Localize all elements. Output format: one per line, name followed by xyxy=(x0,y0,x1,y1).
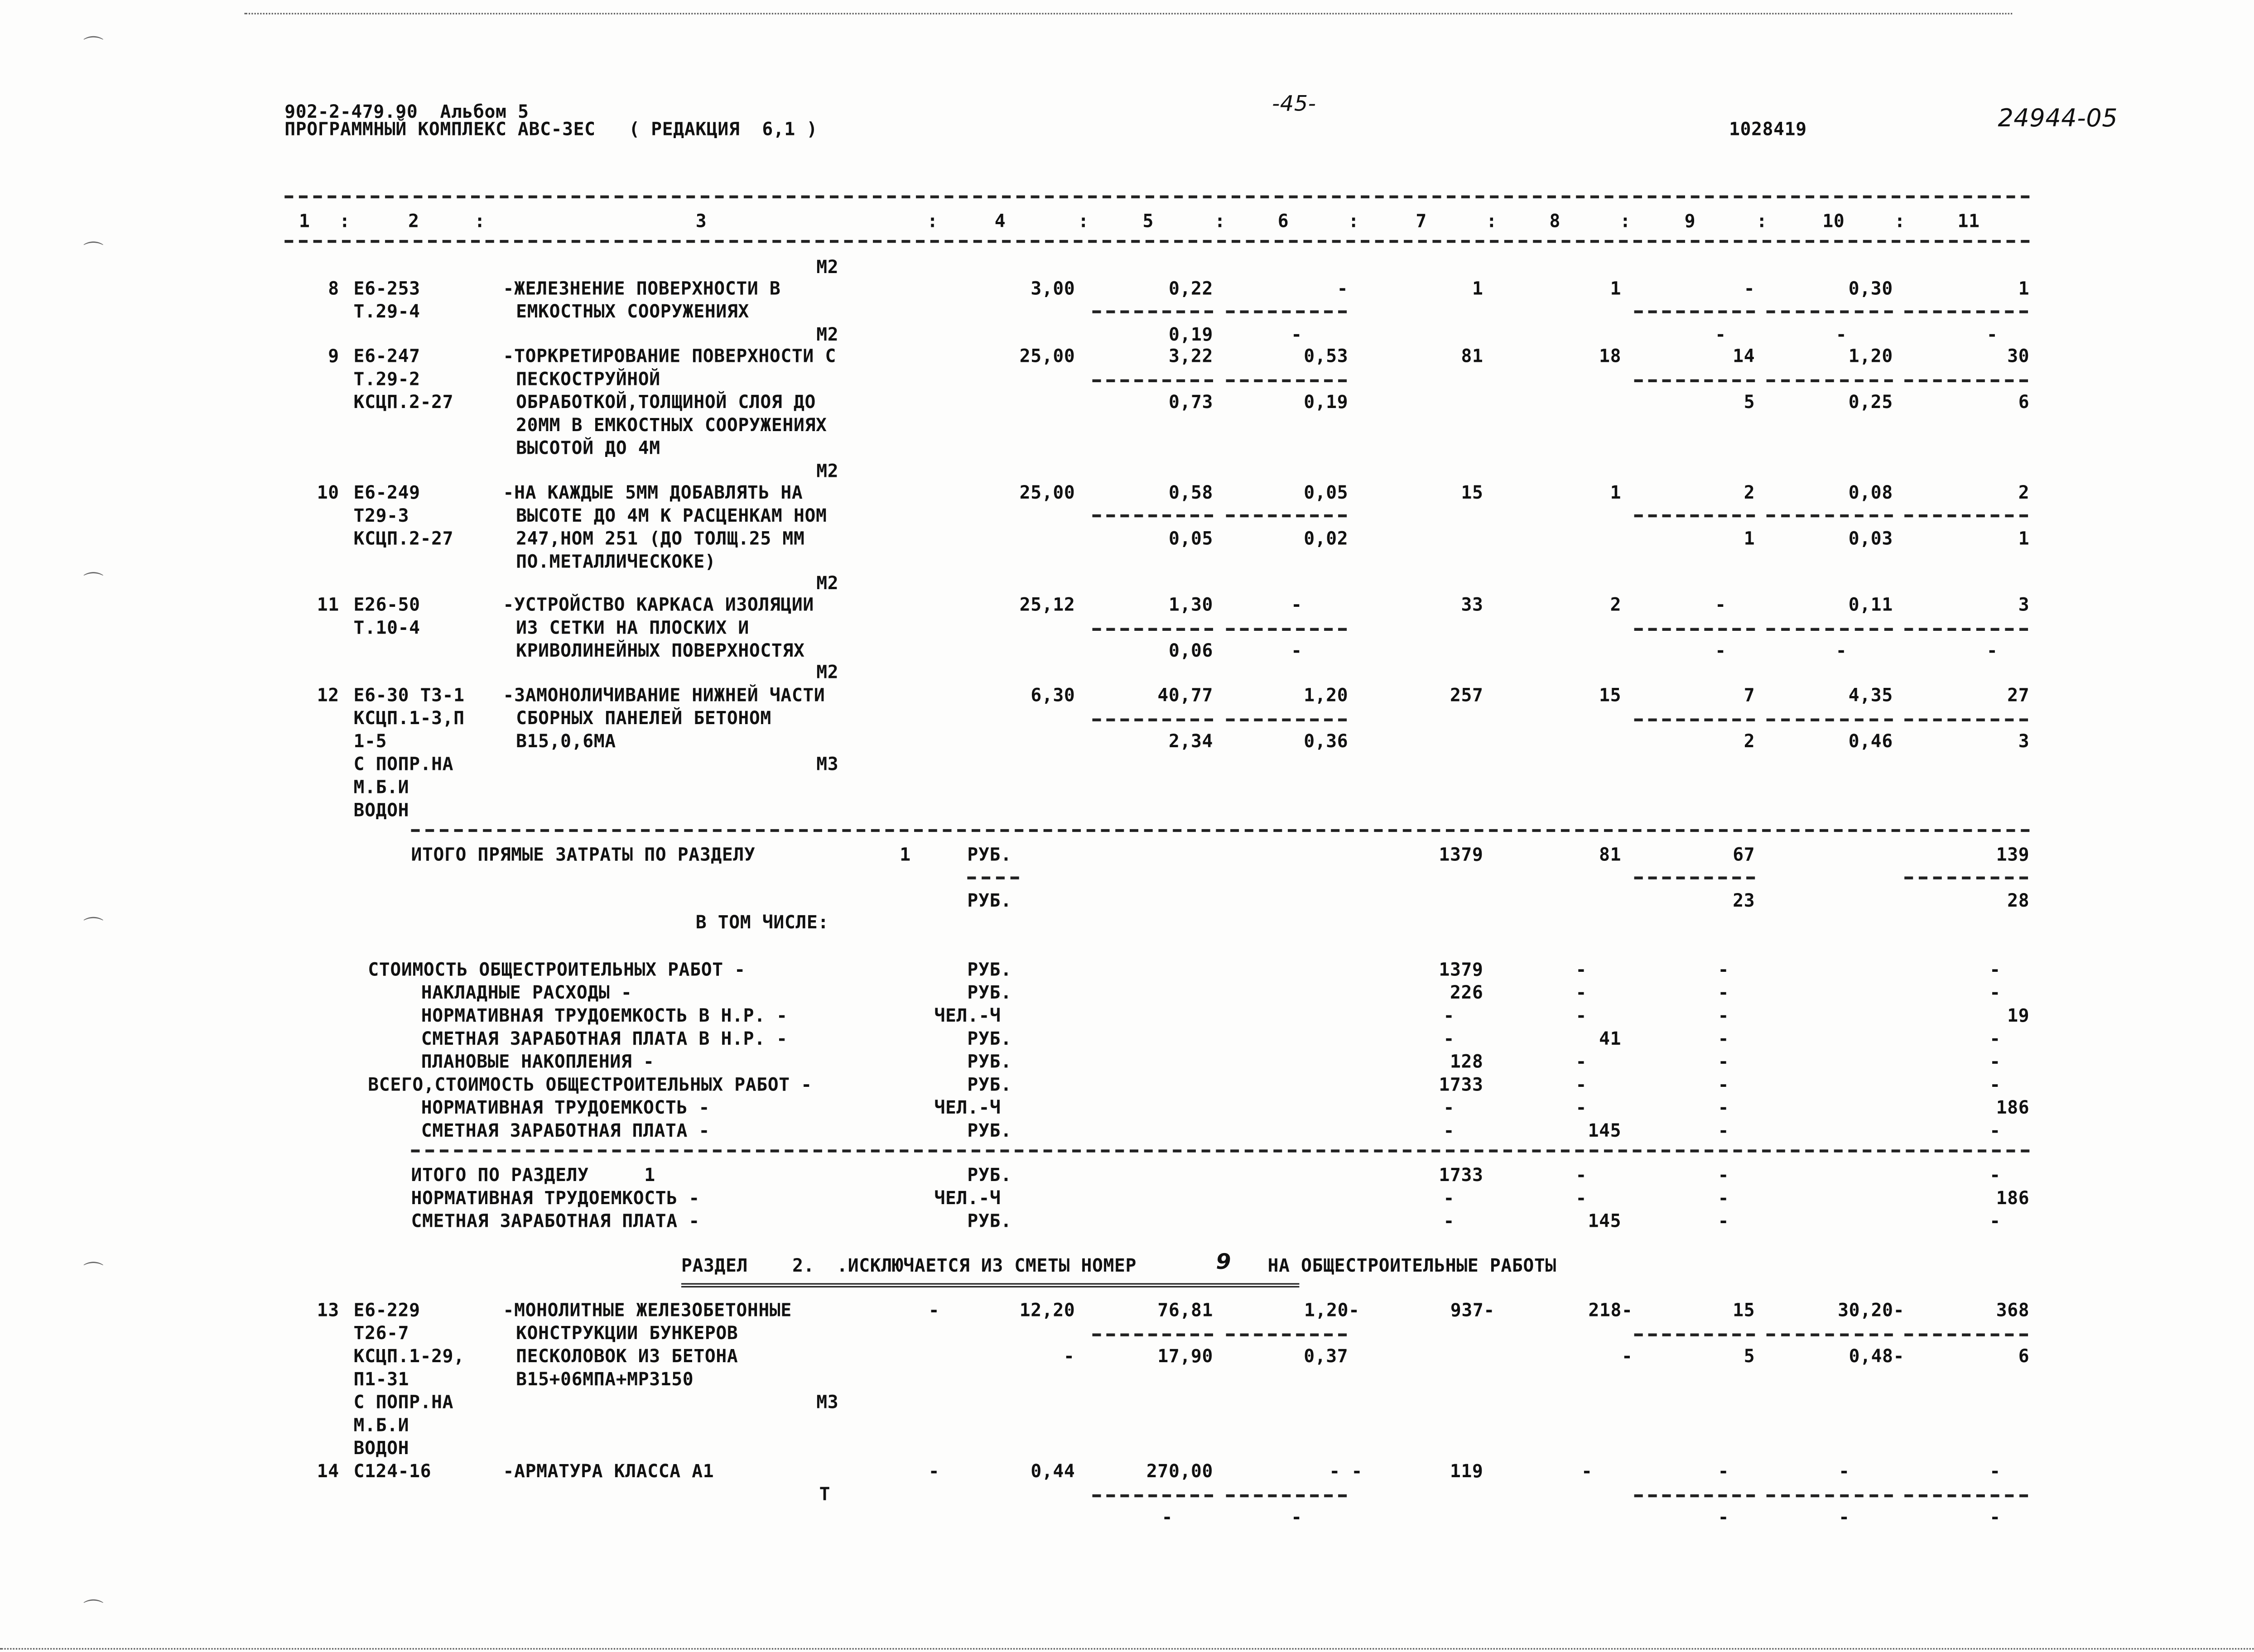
doc-code: 902-2-479.90 Альбом 5 xyxy=(284,101,529,122)
rule xyxy=(411,1149,2029,1152)
binding-hole-mark: ⌒ xyxy=(83,1261,104,1285)
col-7: 7 xyxy=(1416,210,1427,231)
col-2: 2 xyxy=(408,210,419,231)
col-5: 5 xyxy=(1142,210,1154,231)
row-number: 14 xyxy=(317,1460,339,1482)
handwritten-number: 9 xyxy=(1216,1249,1232,1275)
unit-label: М3 xyxy=(816,753,839,775)
unit-label: М2 xyxy=(816,460,839,481)
scan-edge-top xyxy=(244,13,2012,14)
scanned-document-page: ⌒ ⌒ ⌒ ⌒ ⌒ ⌒ 902-2-479.90 Альбом 5 ПРОГРАММНЫЙ КОМПЛЕКС АВС-3ЕС ( РЕДАКЦИЯ 6,1 ) -45- 1028419 24944-05 1 : 2 : 3 : 4 : 5 : 6 : 7 : 8 : 9 : 10 : 11 М2 8 Е6-253 Т.29-4 -ЖЕЛЕЗНЕНИЕ ПОВЕРХНОСТИ В ЕМКОСТНЫХ СООРУЖЕНИЯХ 3,00 0,22 - 1 1 - 0,30 1 М2 0,19 - - - - 9 Е6-247 Т.29-2 КСЦП.2-27 -ТОРКРЕТИРОВАНИЕ ПОВЕРХНОСТИ С ПЕСКОСТРУЙНОЙ ОБРАБОТКОЙ,ТОЛЩИНОЙ СЛОЯ ДО 20ММ В ЕМКОСТНЫХ СООРУЖЕНИЯХ ВЫСОТОЙ ДО 4М 25,00 3,22 0,53 81 18 14 1,20 30 0,73 0,19 5 0,25 6 М2 10 Е6-249 Т29-3 КСЦП.2-27 -НА КАЖДЫЕ 5ММ ДОБАВЛЯТЬ НА ВЫСОТЕ ДО 4М К РАСЦЕНКАМ НОМ 247,НОМ 251 (ДО ТОЛЩ.25 ММ ПО.МЕТАЛЛИЧЕСКОКЕ) 25,00 0,58 0,05 15 1 2 0,08 2 0,05 0,02 1 0,03 1 М2 11 Е26-50 Т.10-4 -УСТРОЙСТВО КАРКАСА ИЗОЛЯЦИИ ИЗ СЕТКИ НА ПЛОСКИХ И КРИВОЛИНЕЙНЫХ ПОВЕРХНОСТЯХ 25,12 1,30 - 33 2 - 0,11 3 0,06 - - - - М2 12 Е6-30 Т3-1 КСЦП.1-3,П 1-5 С ПОПР.НА М.Б.И ВОДОН -ЗАМОНОЛИЧИВАНИЕ НИЖНЕЙ ЧАСТИ СБОРНЫХ ПАНЕЛЕЙ БЕТОНОМ В15,0,6МА М3 6,30 40,77 1,20 257 15 7 4,35 27 2,34 0,36 2 0,46 3 ИТОГО ПРЯМЫЕ ЗАТРАТЫ ПО РАЗДЕЛУ 1 РУБ. РУБ. 1379 81 67 139 23 28 В ТОМ ЧИСЛЕ: СТОИМОСТЬ ОБЩЕСТРОИТЕЛЬНЫХ РАБОТ - РУБ. 1379 - - - НАКЛАДНЫЕ РАСХОДЫ - РУБ. 226 - - - НОРМАТИВНАЯ ТРУДОЕМКОСТЬ В Н.Р. - ЧЕЛ.-Ч - - - 19 СМЕТНАЯ ЗАРАБОТНАЯ ПЛАТА В Н.Р. - РУБ. - 41 - - ПЛАНОВЫЕ НАКОПЛЕНИЯ - РУБ. 128 - - - ВСЕГО,СТОИМОСТЬ ОБЩЕСТРОИТЕЛЬНЫХ РАБОТ - РУБ. 1733 - - - НОРМАТИВНАЯ ТРУДОЕМКОСТЬ - ЧЕЛ.-Ч - - - 186 СМЕТНАЯ ЗАРАБОТНАЯ ПЛАТА - РУБ. - 145 - - ИТОГО ПО РАЗДЕЛУ 1 РУБ. 1733 - - - НОРМАТИВНАЯ ТРУДОЕМКОСТЬ - ЧЕЛ.-Ч - - - 186 СМЕТНАЯ ЗАРАБОТНАЯ ПЛАТА - РУБ. - 145 - - РАЗДЕЛ 2. .ИСКЛЮЧАЕТСЯ ИЗ СМЕТЫ НОМЕР 9 НА ОБЩЕСТРОИТЕЛЬНЫЕ РАБОТЫ 13 Е6-229 Т26-7 КСЦП.1-29, П1-31 С ПОПР.НА М.Б.И ВОДОН -МОНОЛИТНЫЕ ЖЕЛЕЗОБЕТОННЫЕ КОНСТРУКЦИИ БУНКЕРОВ ПЕСКОЛОВОК ИЗ БЕТОНА В15+06МПА+МР3150 М3 - 12,20 76,81 1,20- 937- 218- 15 30,20- 368 - 17,90 0,37 - 5 0,48- 6 14 С124-16 -АРМАТУРА КЛАССА А1 Т - 0,44 270,00 - - 119 - - - - - - - - - xyxy=(0,0,2254,1652)
row-number: 11 xyxy=(317,593,339,615)
col-8: 8 xyxy=(1549,210,1561,231)
binding-hole-mark: ⌒ xyxy=(83,36,104,59)
col-4: 4 xyxy=(994,210,1006,231)
rule xyxy=(284,196,2029,198)
rule xyxy=(284,240,2029,243)
row-number: 13 xyxy=(317,1299,339,1321)
binding-hole-mark: ⌒ xyxy=(83,1599,104,1623)
col-9: 9 xyxy=(1684,210,1696,231)
col-6: 6 xyxy=(1277,210,1289,231)
rule xyxy=(411,829,2029,832)
col-11: 11 xyxy=(1957,210,1980,231)
row-number: 9 xyxy=(328,345,339,367)
col-3: 3 xyxy=(695,210,707,231)
unit-label: М3 xyxy=(816,1391,839,1413)
scan-edge-bottom xyxy=(0,1648,2254,1649)
binding-hole-mark: ⌒ xyxy=(83,571,104,595)
archive-number: 24944-05 xyxy=(1998,105,2118,134)
page-number: -45- xyxy=(1272,90,1316,117)
binding-hole-mark: ⌒ xyxy=(83,241,104,264)
unit-label: М2 xyxy=(816,323,839,345)
unit-label: М2 xyxy=(816,661,839,683)
row-number: 12 xyxy=(317,684,339,706)
double-rule xyxy=(681,1283,1299,1287)
unit-label: М2 xyxy=(816,571,839,594)
row-number: 10 xyxy=(317,481,339,503)
document-number: 1028419 xyxy=(1729,118,1807,139)
unit-label: М2 xyxy=(816,255,839,278)
row-number: 8 xyxy=(328,277,339,299)
unit-label: Т xyxy=(819,1483,831,1505)
program-line: ПРОГРАММНЫЙ КОМПЛЕКС АВС-3ЕС ( РЕДАКЦИЯ 6,1 ) xyxy=(284,118,818,139)
binding-hole-mark: ⌒ xyxy=(83,917,104,940)
including-heading: В ТОМ ЧИСЛЕ: xyxy=(695,911,829,933)
col-1: 1 xyxy=(299,210,310,231)
col-10: 10 xyxy=(1822,210,1845,231)
